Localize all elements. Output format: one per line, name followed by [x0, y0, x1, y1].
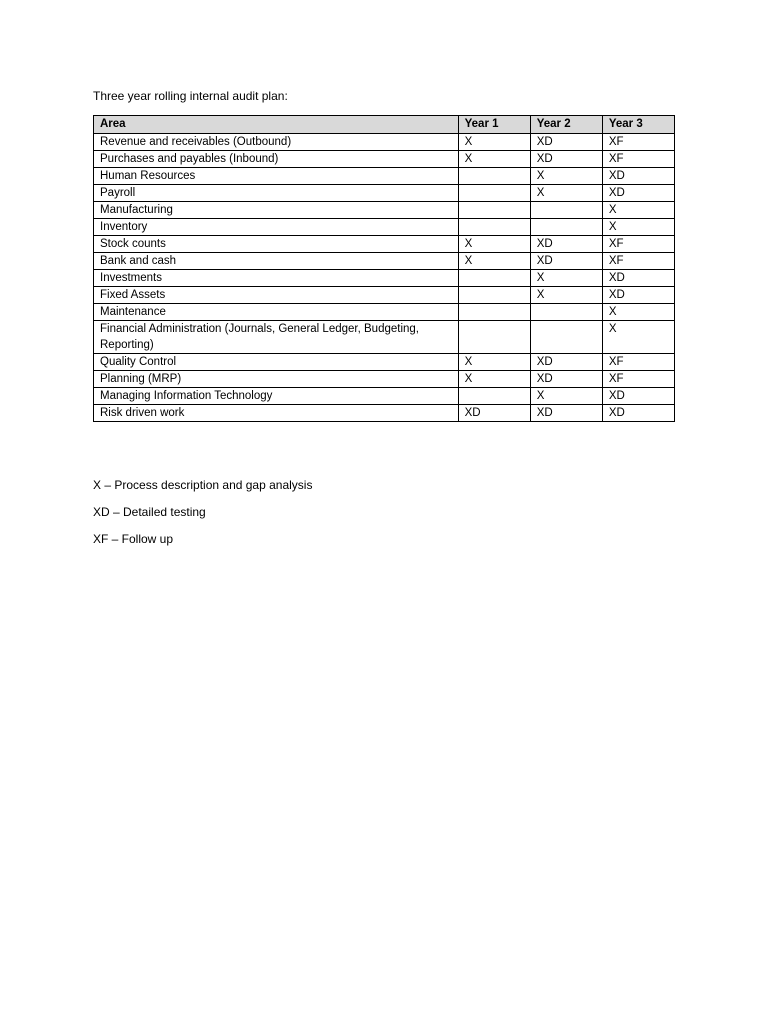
year-3-cell: XF: [602, 253, 674, 270]
area-cell: Inventory: [94, 219, 459, 236]
table-row: [94, 405, 675, 422]
year-1-cell: [458, 388, 530, 405]
header-year-3: Year 3: [602, 116, 674, 134]
year-1-cell: X: [458, 354, 530, 371]
year-1-cell: [458, 185, 530, 202]
table-body: [94, 134, 675, 422]
year-1-cell: [458, 287, 530, 304]
table-row: [94, 388, 675, 405]
table-row: [94, 202, 675, 219]
audit-plan-table: [93, 115, 675, 422]
area-cell: Bank and cash: [94, 253, 459, 270]
year-2-cell: X: [530, 168, 602, 185]
table-row: [94, 151, 675, 168]
area-cell: Purchases and payables (Inbound): [94, 151, 459, 168]
year-1-cell: [458, 270, 530, 287]
year-2-cell: X: [530, 270, 602, 287]
table-row: [94, 270, 675, 287]
area-cell: Planning (MRP): [94, 371, 459, 388]
year-2-cell: [530, 304, 602, 321]
table-row: [94, 168, 675, 185]
year-3-cell: X: [602, 219, 674, 236]
table-row: [94, 304, 675, 321]
year-3-cell: XF: [602, 354, 674, 371]
year-3-cell: X: [602, 304, 674, 321]
area-cell: Revenue and receivables (Outbound): [94, 134, 459, 151]
header-year-1: Year 1: [458, 116, 530, 134]
table-row: [94, 287, 675, 304]
year-2-cell: XD: [530, 236, 602, 253]
year-1-cell: X: [458, 236, 530, 253]
year-1-cell: X: [458, 134, 530, 151]
year-2-cell: XD: [530, 371, 602, 388]
document-title: Three year rolling internal audit plan:: [93, 89, 288, 103]
area-cell: Financial Administration (Journals, General Ledger, Budgeting, Reporting): [94, 321, 459, 354]
year-3-cell: XD: [602, 185, 674, 202]
area-cell: Fixed Assets: [94, 287, 459, 304]
table-row: [94, 321, 675, 354]
year-2-cell: XD: [530, 151, 602, 168]
year-3-cell: XD: [602, 388, 674, 405]
area-cell: Investments: [94, 270, 459, 287]
year-3-cell: X: [602, 202, 674, 219]
year-3-cell: XD: [602, 287, 674, 304]
legend-xd: XD – Detailed testing: [93, 505, 206, 519]
year-2-cell: X: [530, 185, 602, 202]
year-1-cell: [458, 304, 530, 321]
year-3-cell: XF: [602, 134, 674, 151]
area-cell: Manufacturing: [94, 202, 459, 219]
area-cell: Stock counts: [94, 236, 459, 253]
year-2-cell: XD: [530, 253, 602, 270]
year-2-cell: XD: [530, 354, 602, 371]
year-3-cell: X: [602, 321, 674, 354]
year-1-cell: [458, 202, 530, 219]
table-header-row: [94, 116, 675, 134]
area-cell: Quality Control: [94, 354, 459, 371]
year-2-cell: [530, 219, 602, 236]
year-1-cell: X: [458, 371, 530, 388]
area-cell: Risk driven work: [94, 405, 459, 422]
table-row: [94, 185, 675, 202]
year-1-cell: [458, 219, 530, 236]
table-row: [94, 371, 675, 388]
year-2-cell: [530, 321, 602, 354]
year-2-cell: [530, 202, 602, 219]
area-cell: Human Resources: [94, 168, 459, 185]
year-1-cell: [458, 321, 530, 354]
year-3-cell: XF: [602, 151, 674, 168]
header-year-2: Year 2: [530, 116, 602, 134]
table-row: [94, 354, 675, 371]
year-1-cell: X: [458, 253, 530, 270]
area-cell: Payroll: [94, 185, 459, 202]
year-2-cell: X: [530, 287, 602, 304]
area-cell: Managing Information Technology: [94, 388, 459, 405]
year-1-cell: X: [458, 151, 530, 168]
table-row: [94, 253, 675, 270]
year-3-cell: XD: [602, 168, 674, 185]
table-row: [94, 236, 675, 253]
year-2-cell: XD: [530, 134, 602, 151]
year-3-cell: XF: [602, 236, 674, 253]
year-3-cell: XD: [602, 405, 674, 422]
year-3-cell: XD: [602, 270, 674, 287]
year-2-cell: XD: [530, 405, 602, 422]
header-area: Area: [94, 116, 459, 134]
year-1-cell: [458, 168, 530, 185]
area-cell: Maintenance: [94, 304, 459, 321]
legend-x: X – Process description and gap analysis: [93, 478, 313, 492]
table-row: [94, 219, 675, 236]
year-2-cell: X: [530, 388, 602, 405]
year-1-cell: XD: [458, 405, 530, 422]
legend-xf: XF – Follow up: [93, 532, 174, 546]
year-3-cell: XF: [602, 371, 674, 388]
table-row: [94, 134, 675, 151]
